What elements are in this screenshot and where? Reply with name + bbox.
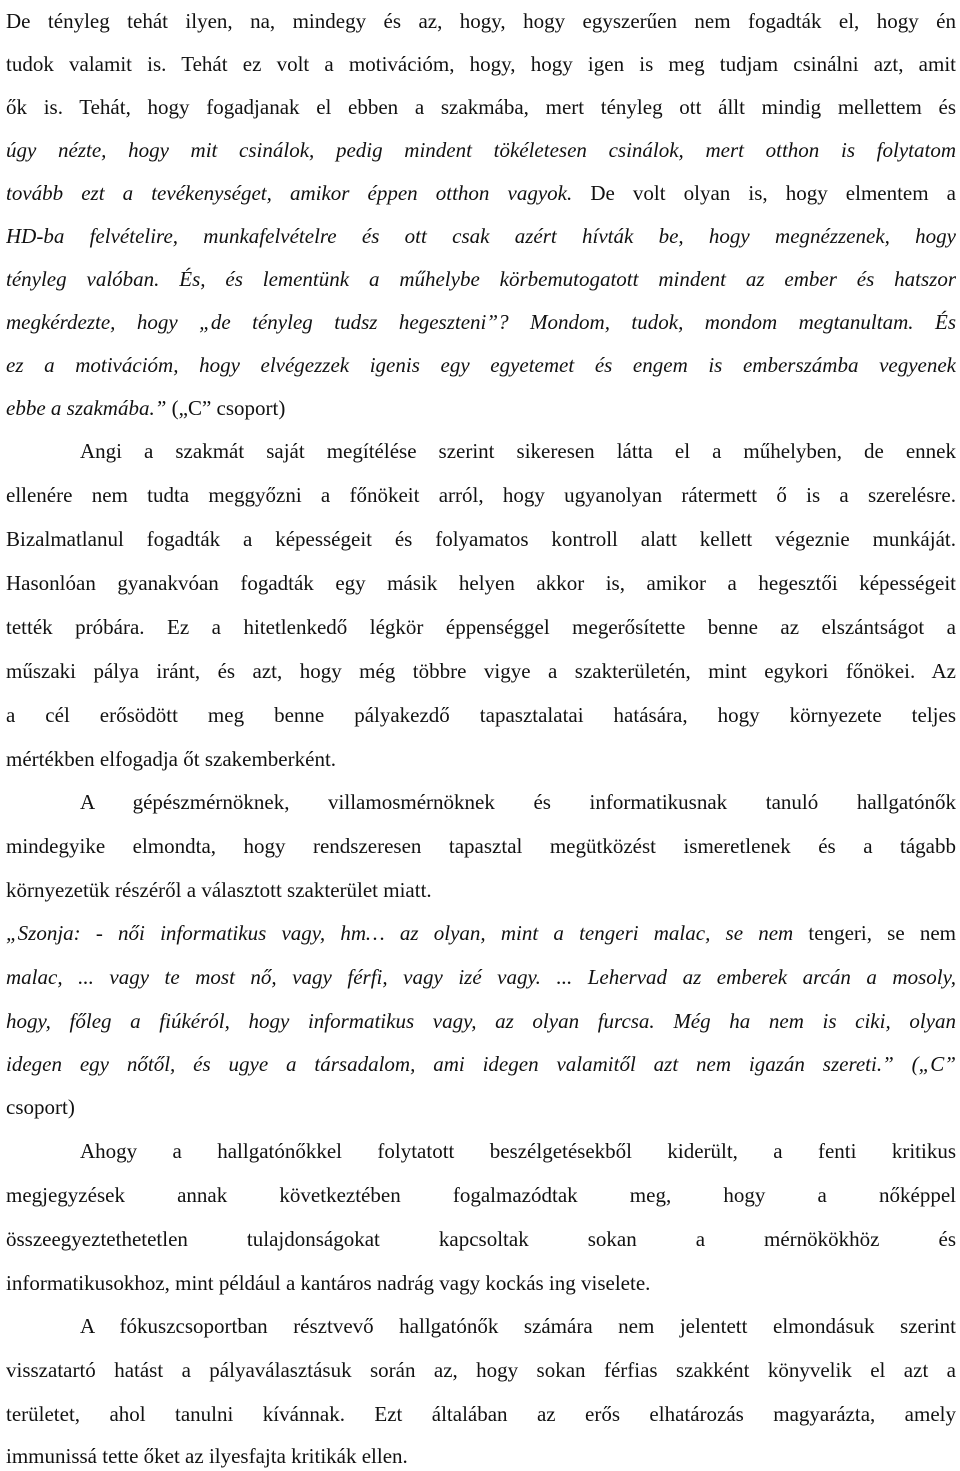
- text-line: [6, 1049, 956, 1079]
- text-segment: ők is. Tehát, hogy fogadjanak el ebben a szakmába, mert tényleg ott állt mindig mellettem és: [6, 95, 956, 119]
- text-line: [6, 350, 956, 380]
- text-line: [6, 393, 956, 423]
- text-segment: („C” csoport): [166, 396, 286, 420]
- text-segment: Bizalmatlanul fogadták a képességeit és folyamatos kontroll alatt kellett végeznie munkáját.: [6, 527, 956, 551]
- text-segment: De volt olyan is, hogy elmentem a: [572, 181, 956, 205]
- italic-text-segment: idegen egy nőtől, és ugye a társadalom, ami idegen valamitől azt nem igazán szereti.” („C”: [6, 1052, 956, 1076]
- italic-text-segment: Mondom, tudok, mondom megtanultam. És: [508, 310, 956, 334]
- text-segment: mindegyike elmondta, hogy rendszeresen tapasztal megütközést ismeretlenek és a tágabb: [6, 834, 956, 858]
- text-line: [6, 307, 956, 337]
- text-segment: tudok valamit is. Tehát ez volt a motivációm, hogy, hogy igen is meg tudjam csinálni azt, amit: [6, 52, 956, 76]
- text-line: [6, 264, 956, 294]
- text-segment: területet, ahol tanulni kívánnak. Ezt általában az erős elhatározás magyarázta, amely: [6, 1402, 956, 1426]
- italic-text-segment: úgy nézte, hogy mit csinálok, pedig mindent tökéletesen csinálok, mert otthon is folytatom: [6, 138, 956, 162]
- text-segment: tengeri, se nem: [793, 921, 956, 945]
- italic-text-segment: ez a motivációm, hogy elvégezzek igenis egy egyetemet és engem is emberszámba vegyenek: [6, 353, 956, 377]
- text-line: [80, 787, 956, 817]
- text-segment: informatikusokhoz, mint például a kantáros nadrág vagy kockás ing viselete.: [6, 1271, 651, 1295]
- text-line: [6, 1006, 956, 1036]
- text-line: [6, 524, 956, 554]
- text-line: [80, 1136, 956, 1166]
- text-line: [6, 744, 956, 774]
- text-line: [6, 1355, 956, 1385]
- text-line: [6, 612, 956, 642]
- italic-text-segment: malac, ... vagy te most nő, vagy férfi, vagy izé vagy. ... Lehervad az emberek arcán a mosoly,: [6, 965, 956, 989]
- text-segment: környezetük részéről a választott szakterület miatt.: [6, 878, 432, 902]
- text-line: [6, 656, 956, 686]
- text-segment: visszatartó hatást a pályaválasztásuk során az, hogy sokan férfias szakként könyvelik el azt a: [6, 1358, 956, 1382]
- text-line: [6, 962, 956, 992]
- italic-text-segment: „Szonja: - női informatikus vagy, hm… az olyan, mint a tengeri malac, se nem: [6, 921, 794, 945]
- text-line: [6, 480, 956, 510]
- text-line: [6, 1399, 956, 1429]
- text-line: [6, 568, 956, 598]
- text-segment: Ahogy a hallgatónőkkel folytatott beszélgetésekből kiderült, a fenti kritikus: [80, 1139, 956, 1163]
- text-segment: Angi a szakmát saját megítélése szerint sikeresen látta el a műhelyben, de ennek: [80, 439, 956, 463]
- text-line: [6, 918, 956, 948]
- text-segment: megjegyzések annak következtében fogalmazódtak meg, hogy a nőképpel: [6, 1183, 956, 1207]
- text-line: [6, 1224, 956, 1254]
- text-segment: összeegyeztethetetlen tulajdonságokat kapcsoltak sokan a mérnökökhöz és: [6, 1227, 956, 1251]
- text-line: [80, 1311, 956, 1341]
- text-segment: mértékben elfogadja őt szakemberként.: [6, 747, 337, 771]
- text-line: [6, 1441, 956, 1471]
- text-segment: tették próbára. Ez a hitetlenkedő légkör éppenséggel megerősítette benne az elszántságot a: [6, 615, 956, 639]
- text-segment: immunissá tette őket az ilyesfajta kritikák ellen.: [6, 1444, 408, 1468]
- text-segment: csoport): [6, 1095, 75, 1119]
- italic-text-segment: tényleg valóban.: [6, 267, 160, 291]
- italic-text-segment: ebbe a szakmába.”: [6, 396, 167, 420]
- text-line: [6, 6, 956, 36]
- text-line: [6, 178, 956, 208]
- text-segment: a cél erősödött meg benne pályakezdő tapasztalatai hatására, hogy környezete teljes: [6, 703, 956, 727]
- italic-text-segment: hogy, főleg a fiúkéról, hogy informatikus vagy, az olyan furcsa. Még ha nem is ciki, olyan: [6, 1009, 956, 1033]
- text-line: [6, 49, 956, 79]
- text-line: [6, 221, 956, 251]
- text-segment: Hasonlóan gyanakvóan fogadták egy másik helyen akkor is, amikor a hegesztői képességeit: [6, 571, 956, 595]
- text-line: [6, 831, 956, 861]
- text-line: [6, 135, 956, 165]
- text-line: [6, 875, 956, 905]
- text-line: [80, 436, 956, 466]
- italic-text-segment: És, és lementünk a műhelybe körbemutogatott mindent az ember és hatszor: [159, 267, 956, 291]
- italic-text-segment: HD-ba felvételire, munkafelvételre és ott csak azért hívták be, hogy megnézzenek, hogy: [6, 224, 956, 248]
- text-segment: A fókuszcsoportban résztvevő hallgatónők számára nem jelentett elmondásuk szerint: [80, 1314, 956, 1338]
- text-segment: műszaki pálya iránt, és azt, hogy még többre vigye a szakterületén, mint egykori főnökei. Az: [6, 659, 956, 683]
- text-line: [6, 92, 956, 122]
- text-line: [6, 1092, 956, 1122]
- text-line: [6, 1268, 956, 1298]
- italic-text-segment: tovább ezt a tevékenységet, amikor éppen otthon vagyok.: [6, 181, 573, 205]
- text-segment: De tényleg tehát ilyen, na, mindegy és az, hogy, hogy egyszerűen nem fogadták el, hogy én: [6, 9, 956, 33]
- text-segment: ellenére nem tudta meggyőzni a főnökeit arról, hogy ugyanolyan rátermett ő is a szerelésre.: [6, 483, 956, 507]
- text-line: [6, 700, 956, 730]
- text-line: [6, 1180, 956, 1210]
- italic-text-segment: megkérdezte, hogy „de tényleg tudsz hegeszteni”?: [6, 310, 509, 334]
- text-segment: A gépészmérnöknek, villamosmérnöknek és informatikusnak tanuló hallgatónők: [80, 790, 956, 814]
